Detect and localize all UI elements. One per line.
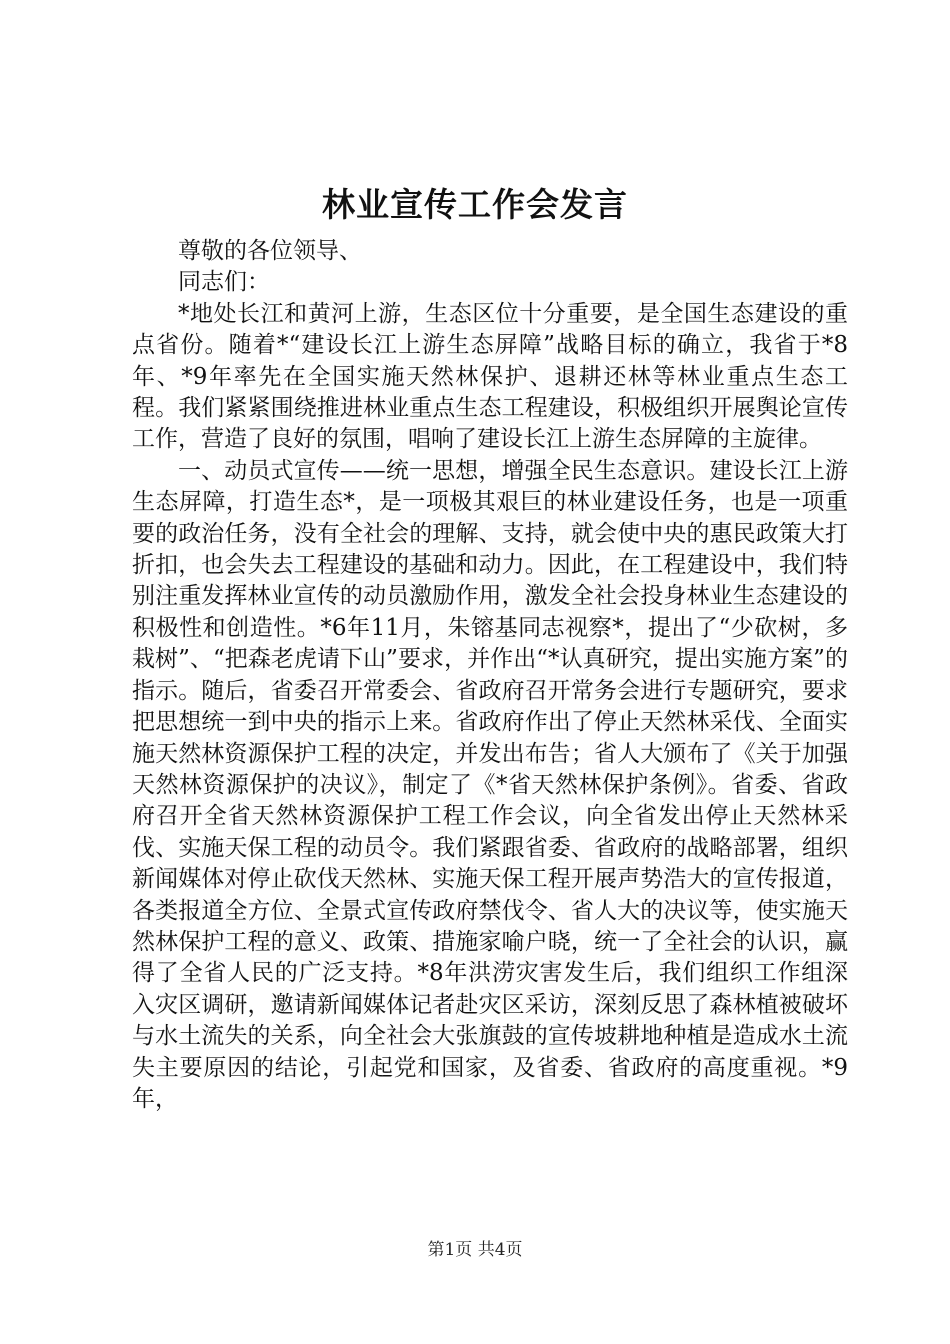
paragraph-intro: *地处长江和黄河上游，生态区位十分重要，是全国生态建设的重点省份。随着*“建设长江上游生态屏障”战略目标的确立，我省于*8年、*9年率先在全国实施天然林保护、退耕还林等林业重点生态工程。我们紧紧围绕推进林业重点生态工程建设，积极组织开展舆论宣传工作，营造了良好的氛围，唱响了建设长江上游生态屏障的主旋律。 bbox=[132, 300, 848, 453]
paragraph-section-one: 一、动员式宣传——统一思想，增强全民生态意识。建设长江上游生态屏障，打造生态*，是一项极其艰巨的林业建设任务，也是一项重要的政治任务，没有全社会的理解、支持，就会使中央的惠民政策大打折扣，也会失去工程建设的基础和动力。因此，在工程建设中，我们特别注重发挥林业宣传的动员激励作用，激发全社会投身林业生态建设的积极性和创造性。*6年11月，朱镕基同志视察*，提出了“少砍树，多栽树”、“把森老虎请下山”要求，并作出“*认真研究，提出实施方案”的指示。随后，省委召开常委会、省政府召开常务会进行专题研究，要求把思想统一到中央的指示上来。省政府作出了停止天然林采伐、全面实施天然林资源保护工程的决定，并发出布告；省人大颁布了《关于加强天然林资源保护的决议》，制定了《*省天然林保护条例》。省委、省政府召开全省天然林资源保护工程工作会议，向全省发出停止天然林采伐、实施天保工程的动员令。我们紧跟省委、省政府的战略部署，组织新闻媒体对停止砍伐天然林、实施天保工程开展声势浩大的宣传报道，各类报道全方位、全景式宣传政府禁伐令、省人大的决议等，使实施天然林保护工程的意义、政策、措施家喻户晓，统一了全社会的认识，赢得了全省人民的广泛支持。*8年洪涝灾害发生后，我们组织工作组深入灾区调研，邀请新闻媒体记者赴灾区采访，深刻反思了森林植被破坏与水土流失的关系，向全社会大张旗鼓的宣传坡耕地种植是造成水土流失主要原因的结论，引起党和国家，及省委、省政府的高度重视。*9年， bbox=[132, 457, 848, 1112]
salutation-line-2: 同志们： bbox=[178, 269, 270, 296]
page-number-footer: 第1页 共4页 bbox=[427, 1240, 523, 1260]
salutation-line-1: 尊敬的各位领导、 bbox=[178, 238, 362, 264]
document-title: 林业宣传工作会发言 bbox=[322, 185, 628, 224]
document-body bbox=[132, 236, 848, 1115]
